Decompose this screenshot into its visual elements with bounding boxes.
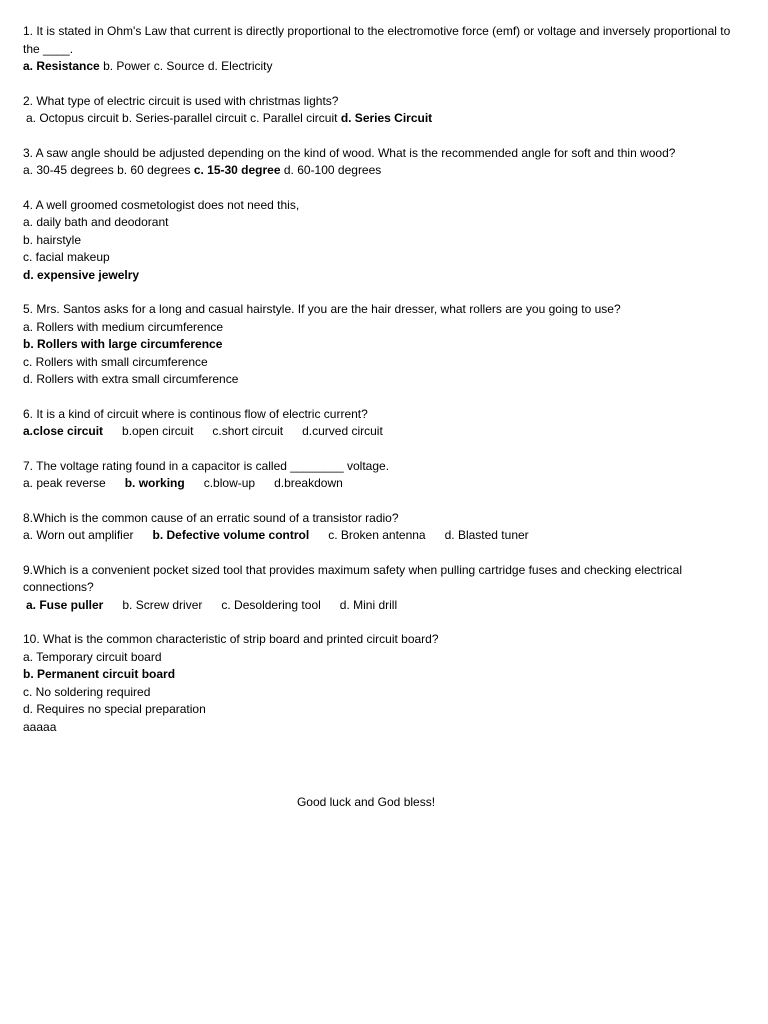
answer-option: a. 30-45 degrees xyxy=(23,163,114,177)
question-8 xyxy=(23,510,744,545)
answer-option: d.breakdown xyxy=(274,476,343,490)
answer-option: b. Screw driver xyxy=(122,597,203,612)
question-text: 6. It is a kind of circuit where is continous flow of electric current? xyxy=(23,406,368,421)
answer-option: c. Parallel circuit xyxy=(250,111,338,125)
correct-answer-option: a. Resistance xyxy=(23,59,100,73)
question-text: 2. What type of electric circuit is used with christmas lights? xyxy=(23,93,339,108)
answer-option: d.curved circuit xyxy=(302,424,383,438)
answer-options xyxy=(23,162,744,180)
answer-options xyxy=(23,597,744,615)
answer-options xyxy=(23,58,744,76)
question-6 xyxy=(23,406,744,441)
answer-options xyxy=(23,423,744,441)
answer-option: a. Temporary circuit board xyxy=(23,649,162,664)
question-3 xyxy=(23,145,744,180)
question-9 xyxy=(23,562,744,615)
correct-answer-option: d. Series Circuit xyxy=(340,111,433,125)
answer-options xyxy=(23,527,744,545)
answer-options xyxy=(23,319,744,389)
answer-option: a. daily bath and deodorant xyxy=(23,215,169,229)
question-text: 10. What is the common characteristic of strip board and printed circuit board? xyxy=(23,632,439,646)
answer-option: d. Mini drill xyxy=(339,597,398,612)
answer-option: c. Source xyxy=(153,59,205,73)
answer-options xyxy=(23,214,744,284)
answer-option: c.blow-up xyxy=(203,476,256,490)
answer-option: d. 60-100 degrees xyxy=(283,163,382,177)
question-text: 8.Which is the common cause of an erratic sound of a transistor radio? xyxy=(23,510,399,525)
question-1 xyxy=(23,23,744,76)
answer-option: b. hairstyle xyxy=(23,232,82,247)
correct-answer-option: b. working xyxy=(124,476,185,490)
question-2 xyxy=(23,93,744,128)
answer-option: a. Octopus circuit xyxy=(26,111,119,125)
answer-option: c.short circuit xyxy=(212,424,284,438)
correct-answer-option: b. Permanent circuit board xyxy=(23,667,176,681)
question-text: 4. A well groomed cosmetologist does not need this, xyxy=(23,197,300,212)
question-text: 3. A saw angle should be adjusted depending on the kind of wood. What is the recommended angle for soft and thin wood? xyxy=(23,145,676,160)
answer-option: b. Series-parallel circuit xyxy=(122,111,247,125)
answer-option: c. Broken antenna xyxy=(328,528,426,542)
question-text: 9.Which is a convenient pocket sized tool that provides maximum safety when pulling cartridge fuses and checking electrical connections? xyxy=(23,562,682,594)
question-7 xyxy=(23,458,744,493)
answer-option: c. Rollers with small circumference xyxy=(23,354,208,369)
answer-options xyxy=(23,649,744,719)
question-text: 5. Mrs. Santos asks for a long and casual hairstyle. If you are the hair dresser, what rollers are you going to use? xyxy=(23,302,621,316)
correct-answer-option: a. Fuse puller xyxy=(26,597,104,612)
question-4 xyxy=(23,197,744,285)
answer-option: d. Requires no special preparation xyxy=(23,702,206,716)
answer-option: c. No soldering required xyxy=(23,684,151,699)
answer-option: b.open circuit xyxy=(122,424,194,438)
answer-option: d. Blasted tuner xyxy=(444,528,529,542)
answer-option: d. Rollers with extra small circumference xyxy=(23,372,239,386)
answer-option: c. facial makeup xyxy=(23,250,110,264)
answer-option: c. Desoldering tool xyxy=(221,597,321,612)
answer-options xyxy=(23,475,744,493)
question-list xyxy=(23,23,744,736)
correct-answer-option: a.close circuit xyxy=(23,424,104,438)
answer-option: b. 60 degrees xyxy=(117,163,191,177)
answer-option: b. Power xyxy=(103,59,151,73)
answer-options xyxy=(23,110,744,128)
answer-option: d. Electricity xyxy=(207,59,273,73)
question-text: 1. It is stated in Ohm's Law that current is directly proportional to the electromotive force (emf) or voltage and inversely proportional to the ____. xyxy=(23,24,731,56)
correct-answer-option: b. Defective volume control xyxy=(152,528,310,542)
correct-answer-option: d. expensive jewelry xyxy=(23,267,140,282)
question-5 xyxy=(23,301,744,389)
question-text: 7. The voltage rating found in a capacitor is called ________ voltage. xyxy=(23,458,390,473)
trailing-text: aaaaa xyxy=(23,719,57,734)
closing-message: Good luck and God bless! xyxy=(296,795,436,809)
question-10 xyxy=(23,631,744,736)
correct-answer-option: b. Rollers with large circumference xyxy=(23,337,223,351)
answer-option: a. Worn out amplifier xyxy=(23,528,134,542)
correct-answer-option: c. 15-30 degree xyxy=(193,163,281,177)
answer-option: a. peak reverse xyxy=(23,476,106,490)
answer-option: a. Rollers with medium circumference xyxy=(23,319,224,334)
